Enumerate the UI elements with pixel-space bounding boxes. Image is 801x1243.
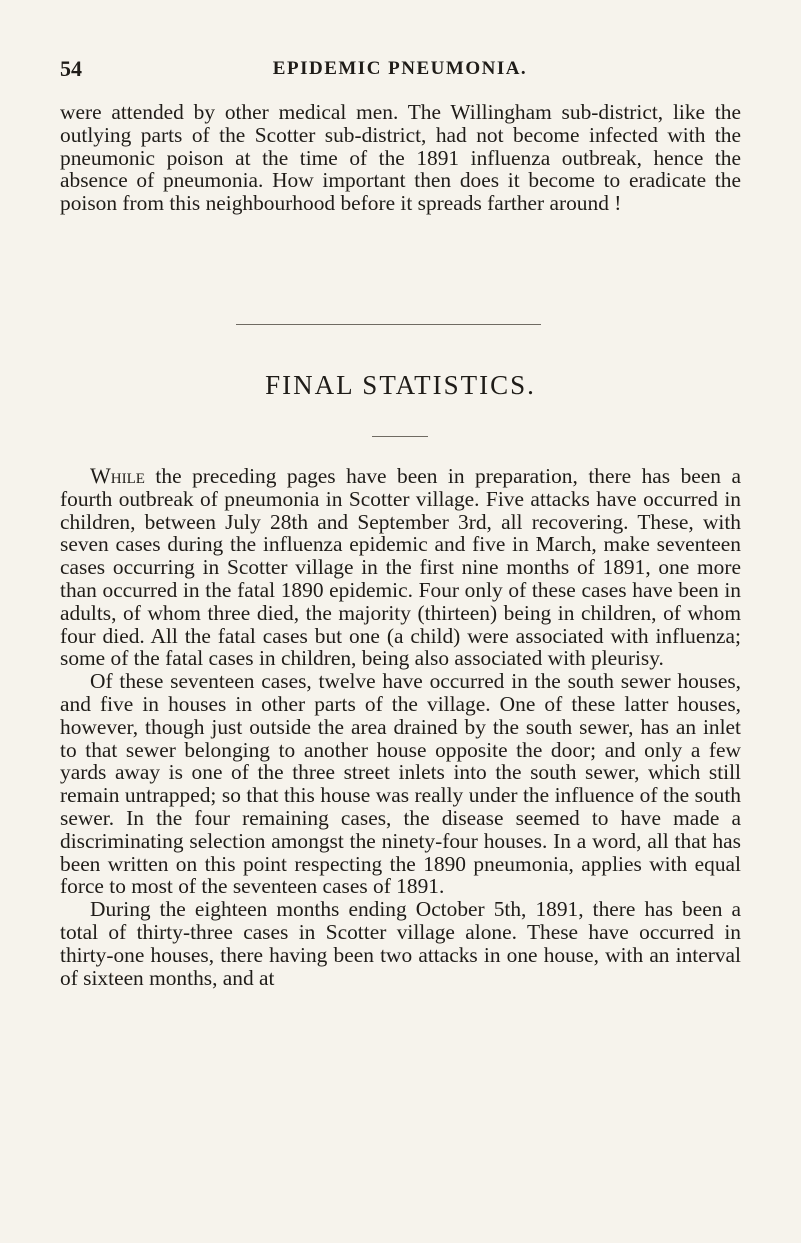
section-paragraph-3: During the eighteen months ending October 5th, 1891, there has been a total of thirty-three cases in Scotter village alone. These have occurred in thirty-one houses, there having been two attacks in one house, with an interval of sixteen months, and at [60,897,741,990]
section-paragraph-1-text: the preceding pages have been in preparation, there has been a fourth outbreak of pneumonia in Scotter village. Five attacks have occurred in children, between July 28th and September 3rd, all recovering. These, with seven cases during the influenza epidemic and five in March, make seventeen cases occurring in Scotter village in the first nine months of 1891, one more than occurred in the fatal 1890 epidemic. Four only of these cases have been in adults, of whom three died, the majority (thirteen) being in children, of whom four died. All the fatal cases but one (a child) were associated with influenza; some of the fatal cases in children, being also associated with pleurisy. [60,464,741,671]
opening-paragraph: were attended by other medical men. The Willingham sub-district, like the outlying parts of the Scotter sub-district, had not become infected with the pneumonic poison at the time of the 1891 influenza outbreak, hence the absence of pneumonia. How important then does it become to eradicate the poison from this neighbourhood before it spreads farther around ! [60,100,741,216]
running-head [60,50,740,84]
section-paragraph-1 [60,465,741,670]
section-heading: FINAL STATISTICS. [265,370,536,400]
opening-paragraph-block [60,101,741,215]
heading-underline-rule [372,436,428,437]
section-body [60,465,741,989]
section-divider-rule [236,324,541,325]
running-title: EPIDEMIC PNEUMONIA. [272,58,528,79]
page-number: 54 [60,56,82,81]
section-paragraph-2: Of these seventeen cases, twelve have occurred in the south sewer houses, and five in houses in other parts of the village. One of these latter houses, however, though just outside the area drained by the south sewer, has an inlet to that sewer belonging to another house opposite the door; and only a few yards away is one of the three street inlets into the south sewer, which still remain untrapped; so that this house was really under the influence of the south sewer. In the four remaining cases, the disease seemed to have made a discriminating selection amongst the ninety-four houses. In a word, all that has been written on this point respecting the 1890 pneumonia, applies with equal force to most of the seventeen cases of 1891. [60,669,741,899]
drop-word: While [90,463,145,488]
